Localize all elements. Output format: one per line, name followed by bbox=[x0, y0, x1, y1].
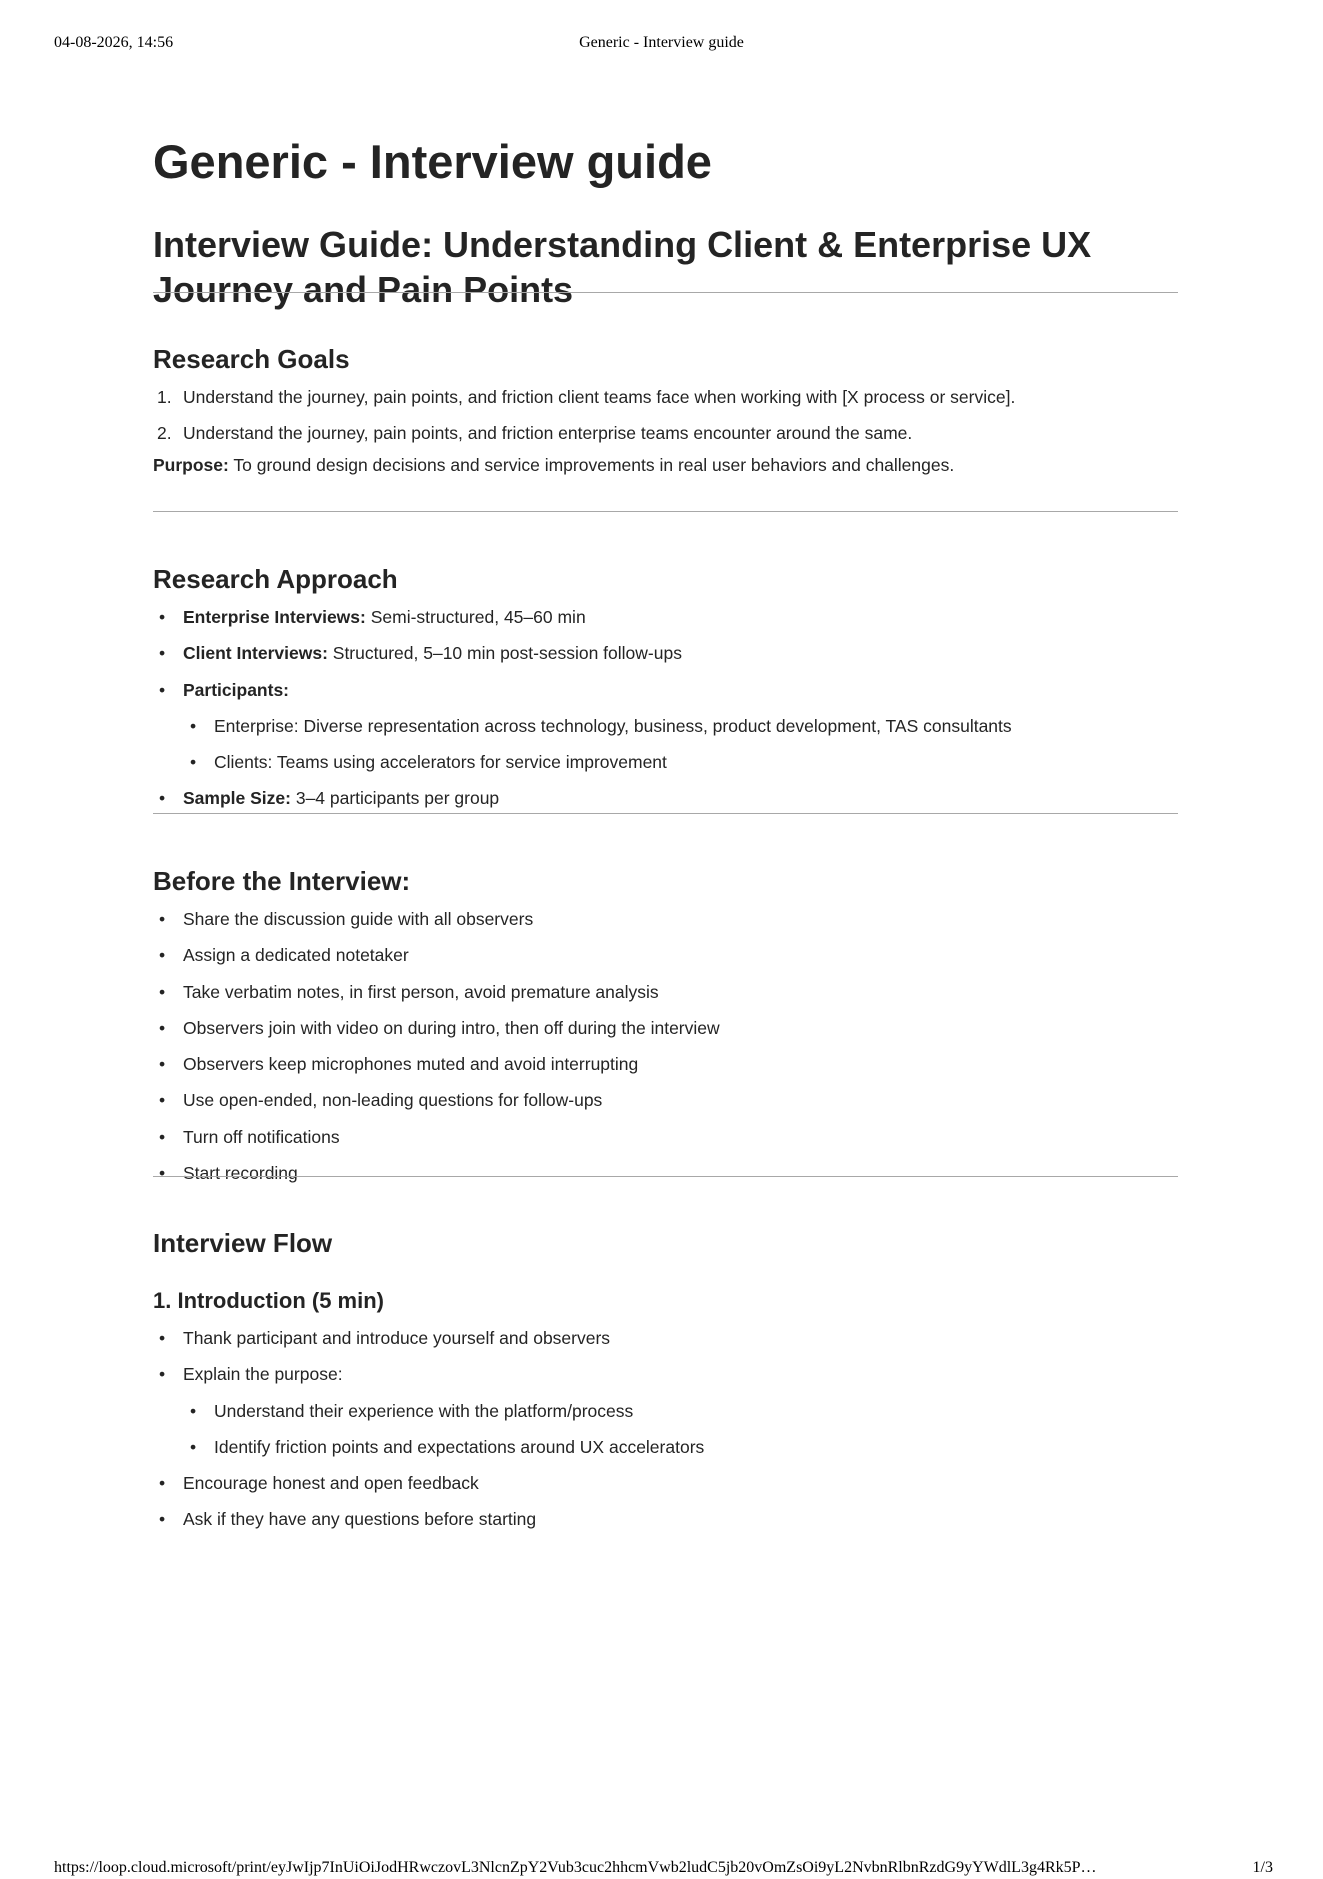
section-heading-research-approach: Research Approach bbox=[153, 564, 398, 594]
list-item: • Enterprise Interviews: Semi-structured, 45–60 min bbox=[153, 605, 1012, 641]
list-item: • Sample Size: 3–4 participants per group bbox=[153, 786, 1012, 822]
list-item: • Observers join with video on during intro, then off during the interview bbox=[153, 1016, 720, 1052]
list-item: • Observers keep microphones muted and avoid interrupting bbox=[153, 1052, 720, 1088]
list-item: • Identify friction points and expectations around UX accelerators bbox=[153, 1435, 704, 1471]
print-header bbox=[0, 34, 1323, 54]
page-title: Generic - Interview guide bbox=[153, 135, 712, 188]
list-item: • Understand their experience with the platform/process bbox=[153, 1399, 704, 1435]
list-item: • Client Interviews: Structured, 5–10 min post-session follow-ups bbox=[153, 641, 1012, 677]
divider bbox=[153, 1176, 1178, 1177]
list-item: • Participants: bbox=[153, 678, 1012, 714]
section-heading-interview-flow: Interview Flow bbox=[153, 1228, 333, 1258]
before-interview-list bbox=[153, 907, 720, 1197]
list-item: • Ask if they have any questions before starting bbox=[153, 1507, 704, 1543]
list-item: • Assign a dedicated notetaker bbox=[153, 943, 720, 979]
list-item: • Clients: Teams using accelerators for service improvement bbox=[153, 750, 1012, 786]
section-heading-before-interview: Before the Interview: bbox=[153, 866, 411, 896]
list-item: • Enterprise: Diverse representation across technology, business, product development, TAS consultants bbox=[153, 714, 1012, 750]
list-item: • Take verbatim notes, in first person, avoid premature analysis bbox=[153, 980, 720, 1016]
divider bbox=[153, 511, 1178, 512]
divider bbox=[153, 292, 1178, 293]
print-url: https://loop.cloud.microsoft/print/eyJwIjp7InUiOiJodHRwczovL3NlcnZpY2Vub3cuc2hhcmVwb2ludC5jb20vOmZsOi9yL2NvbnRlbnRzdG9yYWdlL3g4Rk5P… bbox=[54, 1859, 1097, 1876]
print-title: Generic - Interview guide bbox=[579, 34, 744, 51]
page-number: 1/3 bbox=[1252, 1859, 1273, 1876]
divider bbox=[153, 813, 1178, 814]
research-goals-list bbox=[153, 385, 1015, 458]
introduction-list bbox=[153, 1326, 704, 1544]
list-item: • Turn off notifications bbox=[153, 1125, 720, 1161]
purpose-statement: Purpose: To ground design decisions and service improvements in real user behaviors and challenges. bbox=[153, 455, 955, 475]
section-heading-research-goals: Research Goals bbox=[153, 344, 350, 374]
list-item: • Share the discussion guide with all observers bbox=[153, 907, 720, 943]
list-item: • Start recording bbox=[153, 1161, 720, 1197]
list-item: • Explain the purpose: bbox=[153, 1362, 704, 1398]
list-item: 1. Understand the journey, pain points, and friction client teams face when working with [X process or service]. bbox=[157, 387, 1016, 407]
list-item: 2. Understand the journey, pain points, and friction enterprise teams encounter around the same. bbox=[157, 423, 913, 444]
list-item: • Encourage honest and open feedback bbox=[153, 1471, 704, 1507]
research-approach-list bbox=[153, 605, 1012, 823]
subsection-heading-introduction: 1. Introduction (5 min) bbox=[153, 1288, 384, 1313]
list-item: • Use open-ended, non-leading questions for follow-ups bbox=[153, 1088, 720, 1124]
print-footer bbox=[0, 1859, 1323, 1879]
document-subtitle: Interview Guide: Understanding Client & Enterprise UX Journey and Pain Points bbox=[153, 224, 1092, 310]
list-item: • Thank participant and introduce yourself and observers bbox=[153, 1326, 704, 1362]
print-date: 04-08-2026, 14:56 bbox=[54, 34, 174, 51]
